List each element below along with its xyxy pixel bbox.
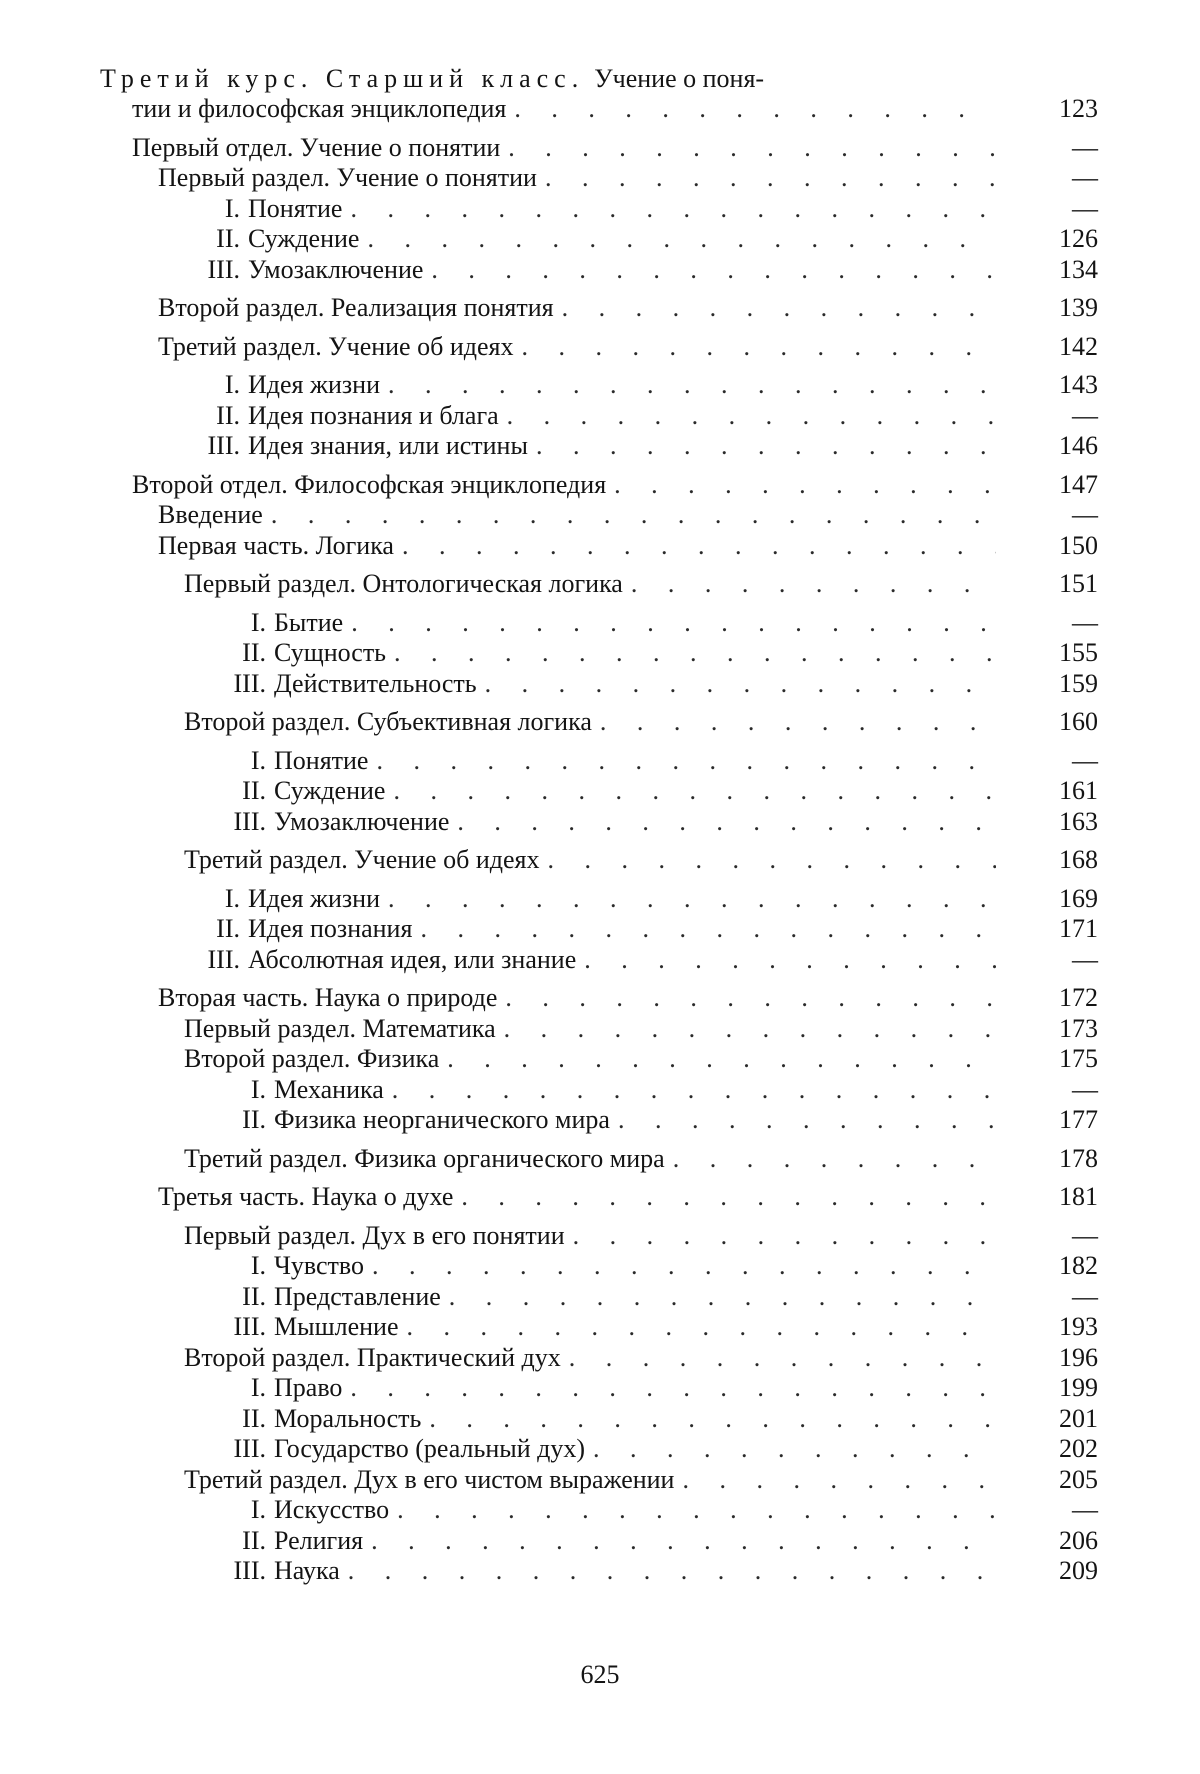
toc-entry	[100, 255, 1098, 286]
toc-entry-page: 202	[1059, 1434, 1098, 1463]
toc-entry-text: Первый раздел. Учение о понятии	[158, 163, 537, 192]
toc-entry-numeral: II.	[242, 776, 266, 805]
toc-entry	[100, 1282, 1098, 1313]
toc-entry-title	[210, 1251, 1010, 1282]
toc-entry-title	[184, 1221, 1010, 1252]
toc-entry-numeral: I.	[250, 1495, 266, 1524]
toc-entry	[100, 707, 1098, 738]
toc-entry-title	[184, 1465, 1010, 1496]
leader-dots	[565, 1221, 996, 1252]
toc-entry-title	[184, 945, 1010, 976]
toc-entry-text: Суждение	[274, 776, 386, 805]
toc-entry-page: —	[1072, 1074, 1098, 1104]
toc-entry	[100, 1221, 1098, 1252]
leader-dots	[399, 1312, 997, 1343]
leader-dots	[343, 608, 996, 639]
toc-entry	[100, 1014, 1098, 1045]
toc-entry-title	[210, 1404, 1010, 1435]
leader-dots	[439, 1044, 996, 1075]
toc-entry-text: Мышление	[274, 1312, 399, 1341]
toc-entry-title	[210, 1495, 1010, 1526]
toc-entry-numeral: III.	[233, 1312, 266, 1341]
toc-entry-numeral: I.	[250, 1074, 266, 1104]
toc-entry-numeral: II.	[242, 1403, 266, 1433]
leader-dots	[537, 163, 996, 194]
leader-dots	[499, 401, 996, 432]
toc-entry	[100, 669, 1098, 700]
toc-entry	[100, 1434, 1098, 1465]
toc-entry-title	[158, 500, 1010, 531]
leader-dots	[674, 1465, 996, 1496]
toc-entry-title	[184, 370, 1010, 401]
heading-page-number: 123	[1059, 94, 1098, 123]
toc-entry-title	[158, 1182, 1010, 1213]
toc-entry	[100, 133, 1098, 164]
toc-entry	[100, 1075, 1098, 1106]
leader-dots	[263, 500, 996, 531]
toc-entry-page: —	[1072, 1495, 1098, 1524]
leader-dots	[528, 431, 996, 462]
toc-entry-page: 168	[1059, 845, 1098, 874]
leader-dots	[496, 1014, 996, 1045]
toc-entry-page: —	[1072, 500, 1098, 529]
toc-entry-page: 139	[1059, 293, 1098, 322]
toc-entry-page: 171	[1059, 914, 1098, 943]
toc-entry-numeral: II.	[242, 1525, 266, 1555]
toc-entry-page: 126	[1059, 224, 1098, 253]
toc-entry-text: Право	[274, 1373, 343, 1402]
toc-entry-numeral: III.	[207, 944, 240, 974]
toc-entry-page: 134	[1059, 254, 1098, 284]
toc-entry-numeral: I.	[250, 745, 266, 775]
toc-entry-title	[210, 746, 1010, 777]
toc-entry-text: Второй раздел. Физика	[184, 1044, 440, 1073]
toc-entry	[100, 776, 1098, 807]
toc-entry	[100, 608, 1098, 639]
toc-entry-page: 159	[1059, 668, 1098, 698]
leader-dots	[500, 133, 996, 164]
toc-entry	[100, 224, 1098, 255]
toc-entry	[100, 983, 1098, 1014]
toc-entry-title	[184, 224, 1010, 255]
toc-entry-numeral: III.	[207, 431, 240, 460]
toc-entry-title	[184, 914, 1010, 945]
leader-dots	[421, 1404, 996, 1435]
toc-entry-title	[184, 255, 1010, 286]
leader-dots	[610, 1105, 996, 1136]
toc-entry	[100, 1556, 1098, 1587]
toc-entry	[100, 531, 1098, 562]
toc-entry-text: Второй раздел. Реализация понятия	[158, 293, 554, 322]
toc-entry	[100, 746, 1098, 777]
toc-entry	[100, 293, 1098, 324]
toc-entry-text: Механика	[274, 1074, 384, 1104]
toc-entry	[100, 884, 1098, 915]
toc-entry-text: Введение	[158, 500, 263, 529]
toc-entry-title	[184, 431, 1010, 462]
toc-entry-text: Идея познания	[248, 914, 413, 943]
toc-entry-page: 150	[1059, 530, 1098, 560]
leader-dots	[576, 945, 996, 976]
toc-entry-text: Умозаключение	[274, 806, 450, 836]
toc-entry-text: Второй раздел. Субъективная логика	[184, 707, 592, 736]
toc-entry	[100, 332, 1098, 363]
toc-entry-text: Физика неорганического мира	[274, 1105, 610, 1134]
toc-entry-numeral: I.	[224, 193, 240, 223]
leader-dots	[385, 776, 996, 807]
leader-dots	[477, 669, 996, 700]
toc-entry-numeral: I.	[224, 370, 240, 399]
leader-dots	[539, 845, 996, 876]
leader-dots	[380, 884, 996, 915]
toc-entry-page: —	[1072, 607, 1098, 637]
toc-entry	[100, 1404, 1098, 1435]
leader-dots	[363, 1526, 996, 1557]
page-number: 625	[580, 1660, 620, 1689]
toc-entry-title	[210, 1282, 1010, 1313]
toc-entry-page: —	[1072, 1220, 1098, 1250]
toc-entry-title	[184, 1144, 1010, 1175]
toc-entry	[100, 914, 1098, 945]
toc-entry-title	[210, 1434, 1010, 1465]
toc-entry-text: Суждение	[248, 224, 360, 253]
toc-entry-title	[210, 608, 1010, 639]
toc-entry-page: 205	[1059, 1464, 1098, 1494]
toc-entry-page: 178	[1059, 1143, 1098, 1173]
leader-dots	[368, 746, 996, 777]
toc-entry-page: —	[1072, 400, 1098, 430]
toc-entry-text: Сущность	[274, 638, 387, 667]
toc-entry-title	[184, 1044, 1010, 1075]
toc-entry-page: —	[1072, 745, 1098, 775]
toc-entry-text: Идея жизни	[248, 370, 380, 399]
toc-entry	[100, 1312, 1098, 1343]
toc-entry-title	[184, 1014, 1010, 1045]
toc-entry-text: Действительность	[274, 668, 477, 698]
toc-entry-text: Идея знания, или истины	[248, 431, 528, 460]
toc-entry-text: Искусство	[274, 1495, 390, 1524]
toc-entry-text: Представление	[274, 1281, 441, 1311]
toc-entry-page: 182	[1059, 1251, 1098, 1280]
toc-entry-text: Моральность	[274, 1403, 422, 1433]
toc-entry-text: Вторая часть. Наука о природе	[158, 983, 498, 1012]
leader-dots	[665, 1144, 996, 1175]
toc-entry-title	[158, 983, 1010, 1014]
leader-dots	[441, 1282, 996, 1313]
toc-entry-page: —	[1072, 1281, 1098, 1311]
toc-entry-numeral: III.	[207, 254, 240, 284]
toc-entry-page: 181	[1059, 1182, 1098, 1211]
toc-entry	[100, 1343, 1098, 1374]
leader-dots	[623, 569, 996, 600]
toc-entry-page: 155	[1059, 638, 1098, 667]
toc-entry-text: Третий раздел. Учение об идеях	[184, 845, 540, 874]
toc-entry-text: Абсолютная идея, или знание	[248, 944, 577, 974]
toc-entry-text: Третья часть. Наука о духе	[158, 1182, 454, 1211]
toc-entry	[100, 1495, 1098, 1526]
leader-dots	[359, 224, 996, 255]
toc-entry	[100, 1105, 1098, 1136]
toc-entry	[100, 845, 1098, 876]
toc-entry-title	[158, 163, 1010, 194]
leader-dots	[340, 1556, 996, 1587]
toc-entry-numeral: III.	[233, 806, 266, 836]
toc-entry-page: 146	[1059, 431, 1098, 460]
toc-entry-text: Бытие	[274, 607, 344, 637]
toc-entry	[100, 1144, 1098, 1175]
toc-entry-title	[210, 807, 1010, 838]
toc-entry-text: Идея жизни	[248, 883, 380, 913]
toc-entry-title	[158, 531, 1010, 562]
toc-entry-text: Третий раздел. Учение об идеях	[158, 331, 514, 361]
toc-entries	[100, 133, 1098, 1587]
toc-entry-page: 177	[1059, 1105, 1098, 1134]
leader-dots	[342, 1373, 996, 1404]
toc-entry	[100, 1526, 1098, 1557]
toc-entry	[100, 807, 1098, 838]
toc-entry-title	[210, 1373, 1010, 1404]
toc-entry-title	[184, 1343, 1010, 1374]
toc-entry-title	[184, 884, 1010, 915]
toc-entry-text: Третий раздел. Физика органического мира	[184, 1143, 665, 1173]
leader-dots	[380, 370, 996, 401]
toc-entry	[100, 470, 1098, 501]
toc-entry-page: 161	[1059, 776, 1098, 805]
toc-entry	[100, 945, 1098, 976]
toc-entry-title	[210, 776, 1010, 807]
heading-title-line2: тии и философская энциклопедия	[132, 94, 507, 123]
toc-entry-page: 163	[1059, 806, 1098, 836]
toc-entry	[100, 1465, 1098, 1496]
toc-entry-page: —	[1072, 132, 1098, 162]
toc-entry-numeral: II.	[242, 1281, 266, 1311]
toc-entry	[100, 1044, 1098, 1075]
toc-entry-page: 169	[1059, 883, 1098, 913]
toc-entry-text: Государство (реальный дух)	[274, 1434, 586, 1463]
toc-entry	[100, 638, 1098, 669]
leader-dots	[423, 255, 996, 286]
toc-entry-title	[210, 1556, 1010, 1587]
leader-dots	[513, 332, 996, 363]
toc-entry-page: 199	[1059, 1373, 1098, 1402]
heading-title-rest: Учение о поня-	[594, 64, 765, 93]
leader-dots	[384, 1075, 996, 1106]
toc-entry	[100, 1373, 1098, 1404]
toc-entry-page: 143	[1059, 370, 1098, 399]
toc-entry-title	[184, 194, 1010, 225]
toc-entry-text: Умозаключение	[248, 254, 424, 284]
toc-entry-numeral: I.	[250, 1251, 266, 1280]
toc-entry	[100, 401, 1098, 432]
toc-entry-title	[210, 1075, 1010, 1106]
toc-entry-page: 151	[1059, 569, 1098, 598]
toc-entry-title	[158, 332, 1010, 363]
toc-entry-title	[184, 707, 1010, 738]
table-of-contents	[100, 64, 1098, 1587]
toc-entry	[100, 431, 1098, 462]
toc-entry-page: 196	[1059, 1342, 1098, 1372]
toc-entry-page: 142	[1059, 331, 1098, 361]
leader-dots	[592, 707, 996, 738]
toc-entry-title	[184, 569, 1010, 600]
toc-entry	[100, 569, 1098, 600]
toc-entry-text: Второй отдел. Философская энциклопедия	[132, 469, 607, 499]
toc-entry-page: 201	[1059, 1403, 1098, 1433]
leader-dots	[585, 1434, 996, 1465]
toc-entry-title	[158, 293, 1010, 324]
toc-entry-text: Первый раздел. Онтологическая логика	[184, 569, 623, 598]
toc-entry-page: 173	[1059, 1013, 1098, 1043]
toc-entry-numeral: II.	[216, 400, 240, 430]
toc-entry-numeral: III.	[233, 668, 266, 698]
toc-entry-text: Чувство	[274, 1251, 365, 1280]
toc-entry-text: Наука	[274, 1556, 340, 1585]
toc-entry-numeral: II.	[216, 224, 240, 253]
leader-dots	[364, 1251, 996, 1282]
toc-entry-page: 209	[1059, 1556, 1098, 1585]
leader-dots	[606, 470, 996, 501]
toc-entry-title	[132, 470, 1010, 501]
toc-entry-page: 193	[1059, 1312, 1098, 1341]
leader-dots	[506, 94, 996, 125]
leader-dots	[449, 807, 996, 838]
toc-entry-page: —	[1072, 944, 1098, 974]
toc-entry-text: Первая часть. Логика	[158, 530, 394, 560]
toc-entry-title	[210, 1526, 1010, 1557]
toc-entry	[100, 1251, 1098, 1282]
toc-entry-numeral: I.	[250, 607, 266, 637]
toc-heading-entry	[100, 64, 1098, 125]
toc-entry-numeral: II.	[242, 1105, 266, 1134]
toc-entry-text: Первый раздел. Математика	[184, 1013, 496, 1043]
toc-entry-text: Понятие	[274, 745, 369, 775]
leader-dots	[561, 1343, 996, 1374]
toc-entry-numeral: I.	[250, 1373, 266, 1402]
toc-entry-numeral: II.	[216, 914, 240, 943]
toc-entry-page: —	[1072, 193, 1098, 223]
toc-entry-numeral: II.	[242, 638, 266, 667]
toc-entry-title	[184, 845, 1010, 876]
leader-dots	[389, 1495, 996, 1526]
toc-entry-title	[210, 1312, 1010, 1343]
toc-entry-text: Идея познания и блага	[248, 400, 499, 430]
leader-dots	[394, 531, 996, 562]
toc-entry-page: 206	[1059, 1525, 1098, 1555]
toc-entry-page: 172	[1059, 983, 1098, 1012]
toc-entry	[100, 1182, 1098, 1213]
leader-dots	[497, 983, 996, 1014]
toc-entry-text: Религия	[274, 1525, 364, 1555]
leader-dots	[386, 638, 996, 669]
toc-entry-text: Второй раздел. Практический дух	[184, 1342, 561, 1372]
toc-entry-page: 160	[1059, 707, 1098, 736]
toc-entry-title	[210, 1105, 1010, 1136]
toc-entry-numeral: I.	[224, 883, 240, 913]
leader-dots	[554, 293, 996, 324]
toc-entry-page: 147	[1059, 469, 1098, 499]
toc-entry-page: 175	[1059, 1044, 1098, 1073]
heading-title-spaced: Третий курс. Старший класс.	[100, 64, 585, 93]
toc-entry-title	[132, 133, 1010, 164]
toc-entry-text: Понятие	[248, 193, 343, 223]
toc-entry-numeral: III.	[233, 1556, 266, 1585]
toc-entry-title	[210, 638, 1010, 669]
toc-entry	[100, 194, 1098, 225]
toc-entry-numeral: III.	[233, 1434, 266, 1463]
toc-entry-title	[210, 669, 1010, 700]
toc-entry	[100, 370, 1098, 401]
leader-dots	[342, 194, 996, 225]
toc-entry	[100, 163, 1098, 194]
leader-dots	[412, 914, 996, 945]
toc-entry-title	[184, 401, 1010, 432]
toc-entry-page: —	[1072, 163, 1098, 192]
toc-entry-text: Первый раздел. Дух в его понятии	[184, 1220, 565, 1250]
leader-dots	[453, 1182, 996, 1213]
toc-entry-text: Первый отдел. Учение о понятии	[132, 132, 501, 162]
toc-entry-text: Третий раздел. Дух в его чистом выражении	[184, 1464, 675, 1494]
toc-entry	[100, 500, 1098, 531]
